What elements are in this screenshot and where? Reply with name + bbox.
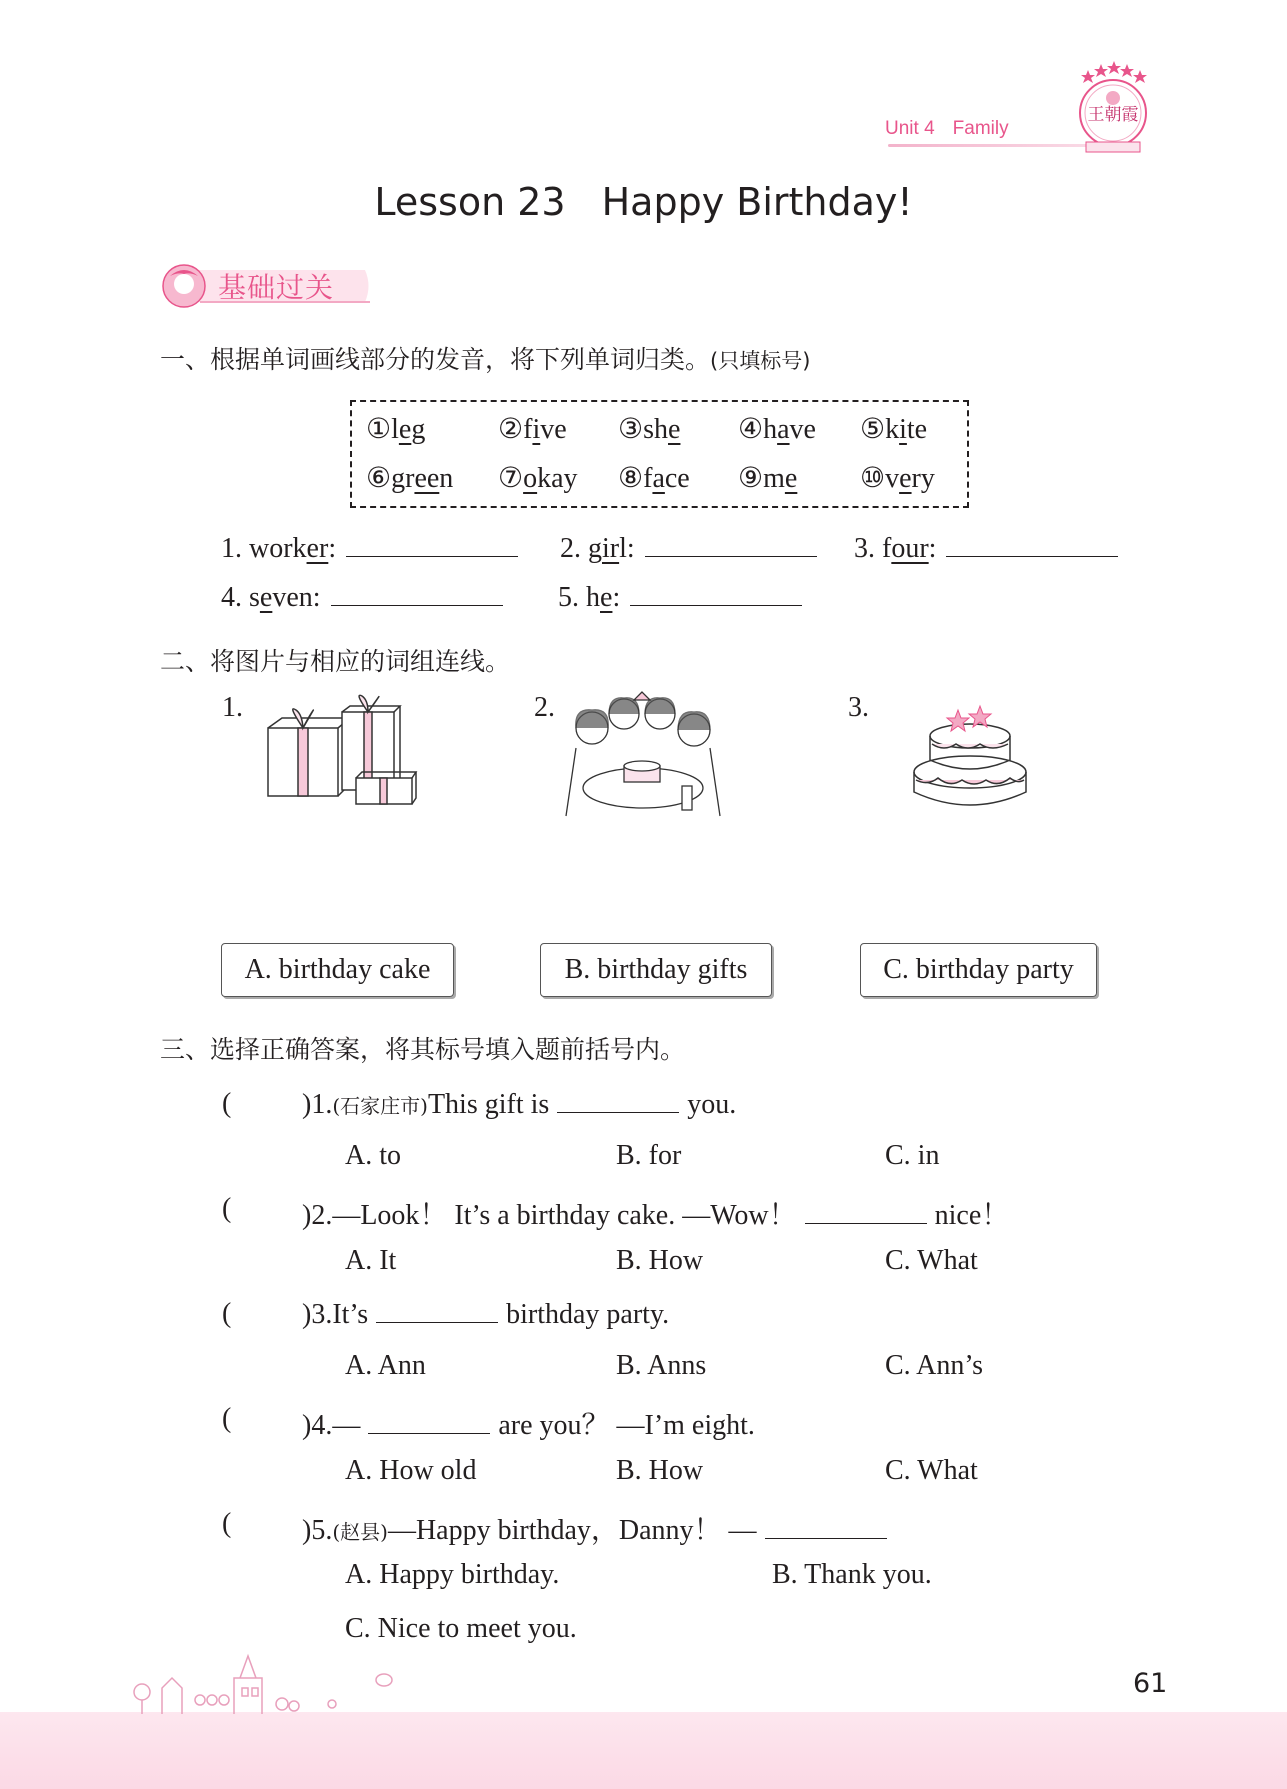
word-number: ② <box>498 414 524 445</box>
word-item <box>498 412 567 446</box>
answer-option: A. Ann <box>345 1350 426 1381</box>
word-number: ⑥ <box>366 463 392 494</box>
item-label: 5. <box>558 582 586 613</box>
item-prefix: work <box>249 533 307 564</box>
section1-heading <box>160 340 810 376</box>
lesson-number: Lesson 23 <box>374 180 566 224</box>
answer-option: C. Ann’s <box>885 1350 984 1381</box>
word-prefix: sh <box>643 414 669 445</box>
section2-heading: 二、将图片与相应的词组连线。 <box>160 647 511 676</box>
party-picture <box>562 688 724 818</box>
answer-paren[interactable]: ( <box>222 1298 232 1329</box>
word-prefix: v <box>885 463 900 494</box>
word-suffix: ry <box>911 463 935 494</box>
item-suffix: : <box>612 582 621 613</box>
answer-option: B. for <box>616 1140 682 1171</box>
question-blank[interactable] <box>765 1514 887 1539</box>
answer-option: C. What <box>885 1245 978 1276</box>
answer-paren[interactable]: ( <box>222 1403 232 1434</box>
word-prefix: f <box>523 414 533 445</box>
word-item <box>366 461 453 495</box>
item-label: 1. <box>221 533 249 564</box>
item-underlined-part: ir <box>602 533 620 564</box>
section3-heading: 三、选择正确答案，将其标号填入题前括号内。 <box>160 1035 686 1064</box>
question-blank[interactable] <box>805 1199 927 1224</box>
item-suffix: : <box>328 533 337 564</box>
item-underlined-part: er <box>306 533 329 564</box>
question-stem <box>302 1088 736 1121</box>
word-number: ⑩ <box>860 463 886 494</box>
svg-text:王朝霞: 王朝霞 <box>1087 105 1139 125</box>
page-title <box>0 180 1287 224</box>
decorative-town-icon <box>122 1648 342 1718</box>
question-text-before: This gift is <box>427 1089 550 1120</box>
decorative-flower-icon <box>374 1672 394 1688</box>
word-underlined-part: e <box>784 463 798 494</box>
classification-item <box>221 581 503 614</box>
page-number: 61 <box>1133 1668 1168 1699</box>
picture-number-1: 1. <box>222 692 243 723</box>
answer-blank[interactable] <box>645 532 817 557</box>
classification-item <box>221 532 518 565</box>
word-suffix: te <box>906 414 928 445</box>
item-underlined-part: e <box>600 582 613 613</box>
word-underlined-part: ee <box>414 463 440 494</box>
word-item <box>618 412 680 446</box>
answer-option: B. How <box>616 1245 704 1276</box>
section1-heading-text: 一、根据单词画线部分的发音，将下列单词归类。 <box>160 345 711 374</box>
word-item <box>860 461 935 495</box>
question-source: (石家庄市) <box>332 1094 428 1118</box>
question-text-after: nice！ <box>934 1200 1010 1231</box>
word-number: ⑦ <box>498 463 524 494</box>
question-number: )1. <box>302 1089 333 1120</box>
word-underlined-part: a <box>652 463 665 494</box>
question-text-before: — <box>332 1410 361 1441</box>
badge-label: 基础过关 <box>218 271 335 304</box>
question-blank[interactable] <box>376 1298 498 1323</box>
picture-number-2: 2. <box>534 692 555 723</box>
classification-item <box>558 581 802 614</box>
word-prefix: h <box>763 414 778 445</box>
item-label: 2. <box>560 533 588 564</box>
question-stem <box>302 1508 895 1548</box>
answer-option: B. How <box>616 1455 704 1486</box>
question-text-after: birthday party. <box>506 1299 670 1330</box>
item-suffix: ven: <box>272 582 321 613</box>
option-b-label: B. birthday gifts <box>564 954 748 985</box>
answer-option: C. in <box>885 1140 940 1171</box>
picture-number-3: 3. <box>848 692 869 723</box>
question-number: )3. <box>302 1299 333 1330</box>
word-prefix: gr <box>391 463 415 494</box>
word-number: ① <box>366 414 392 445</box>
word-prefix: k <box>885 414 900 445</box>
item-suffix: l: <box>619 533 635 564</box>
item-label: 4. <box>221 582 249 613</box>
word-prefix: l <box>391 414 399 445</box>
word-underlined-part: i <box>532 414 541 445</box>
word-suffix: g <box>411 414 426 445</box>
answer-option: A. to <box>345 1140 401 1171</box>
unit-label <box>885 118 1027 140</box>
word-suffix: ve <box>540 414 567 445</box>
classification-item <box>560 532 817 565</box>
item-suffix: : <box>928 533 937 564</box>
question-stem <box>302 1298 669 1331</box>
word-prefix: m <box>763 463 785 494</box>
question-text-before: —Look！ It’s a birthday cake. —Wow！ <box>332 1200 797 1231</box>
question-text-before: —Happy birthday，Danny！ — <box>387 1515 757 1546</box>
item-underlined-part: our <box>891 533 929 564</box>
section1-note: (只填标号) <box>710 349 811 373</box>
answer-blank[interactable] <box>346 532 518 557</box>
answer-paren[interactable]: ( <box>222 1508 232 1539</box>
item-label: 3. <box>854 533 882 564</box>
option-a-label: A. birthday cake <box>244 954 431 985</box>
answer-blank[interactable] <box>630 581 802 606</box>
item-prefix: s <box>249 582 260 613</box>
word-prefix: f <box>643 463 653 494</box>
answer-option: A. How old <box>345 1455 477 1486</box>
word-item <box>738 412 816 446</box>
question-text-after: you. <box>687 1089 737 1120</box>
cake-picture <box>908 690 1032 812</box>
word-suffix: ce <box>664 463 690 494</box>
gifts-picture <box>262 692 422 810</box>
word-number: ⑤ <box>860 414 886 445</box>
word-underlined-part: e <box>899 463 912 494</box>
word-underlined-part: a <box>777 414 790 445</box>
word-suffix: ve <box>789 414 816 445</box>
publisher-logo <box>1068 58 1158 158</box>
item-prefix: f <box>882 533 892 564</box>
bottom-band <box>0 1712 1287 1789</box>
word-item <box>498 461 578 495</box>
answer-option: C. Nice to meet you. <box>345 1613 577 1644</box>
item-underlined-part: e <box>259 582 273 613</box>
answer-blank[interactable] <box>946 532 1118 557</box>
word-item <box>860 412 927 446</box>
question-text-before: It’s <box>332 1299 369 1330</box>
lesson-name: Happy Birthday! <box>601 180 913 224</box>
word-underlined-part: i <box>899 414 907 445</box>
word-number: ⑧ <box>618 463 644 494</box>
option-c-box[interactable] <box>860 943 1097 997</box>
question-blank[interactable] <box>368 1409 490 1434</box>
question-number: )4. <box>302 1410 333 1441</box>
word-underlined-part: e <box>398 414 412 445</box>
word-item <box>738 461 797 495</box>
word-suffix: n <box>439 463 454 494</box>
unit-topic: Family <box>952 118 1009 139</box>
word-underlined-part: e <box>668 414 681 445</box>
question-stem <box>302 1193 1009 1233</box>
word-suffix: kay <box>537 463 578 494</box>
question-number: )5. <box>302 1515 333 1546</box>
answer-option: A. It <box>345 1245 397 1276</box>
option-b-box[interactable] <box>540 943 772 997</box>
answer-option: C. What <box>885 1455 978 1486</box>
answer-option: B. Anns <box>616 1350 707 1381</box>
question-text-after: are you？ —I’m eight. <box>498 1410 755 1441</box>
answer-option: A. Happy birthday. <box>345 1559 560 1590</box>
question-blank[interactable] <box>557 1088 679 1113</box>
answer-paren[interactable]: ( <box>222 1088 232 1119</box>
word-item <box>618 461 690 495</box>
option-c-label: C. birthday party <box>883 954 1074 985</box>
item-prefix: h <box>586 582 600 613</box>
word-number: ③ <box>618 414 644 445</box>
option-a-box[interactable] <box>221 943 454 997</box>
answer-paren[interactable]: ( <box>222 1193 232 1224</box>
item-prefix: g <box>588 533 602 564</box>
question-stem <box>302 1403 755 1443</box>
unit-number: Unit 4 <box>885 118 935 139</box>
word-item <box>366 412 425 446</box>
word-number: ⑨ <box>738 463 764 494</box>
answer-blank[interactable] <box>331 581 503 606</box>
word-number: ④ <box>738 414 764 445</box>
classification-item <box>854 532 1118 565</box>
answer-option: B. Thank you. <box>772 1559 932 1590</box>
question-number: )2. <box>302 1200 333 1231</box>
word-underlined-part: o <box>523 463 538 494</box>
question-source: (赵县) <box>332 1520 388 1544</box>
